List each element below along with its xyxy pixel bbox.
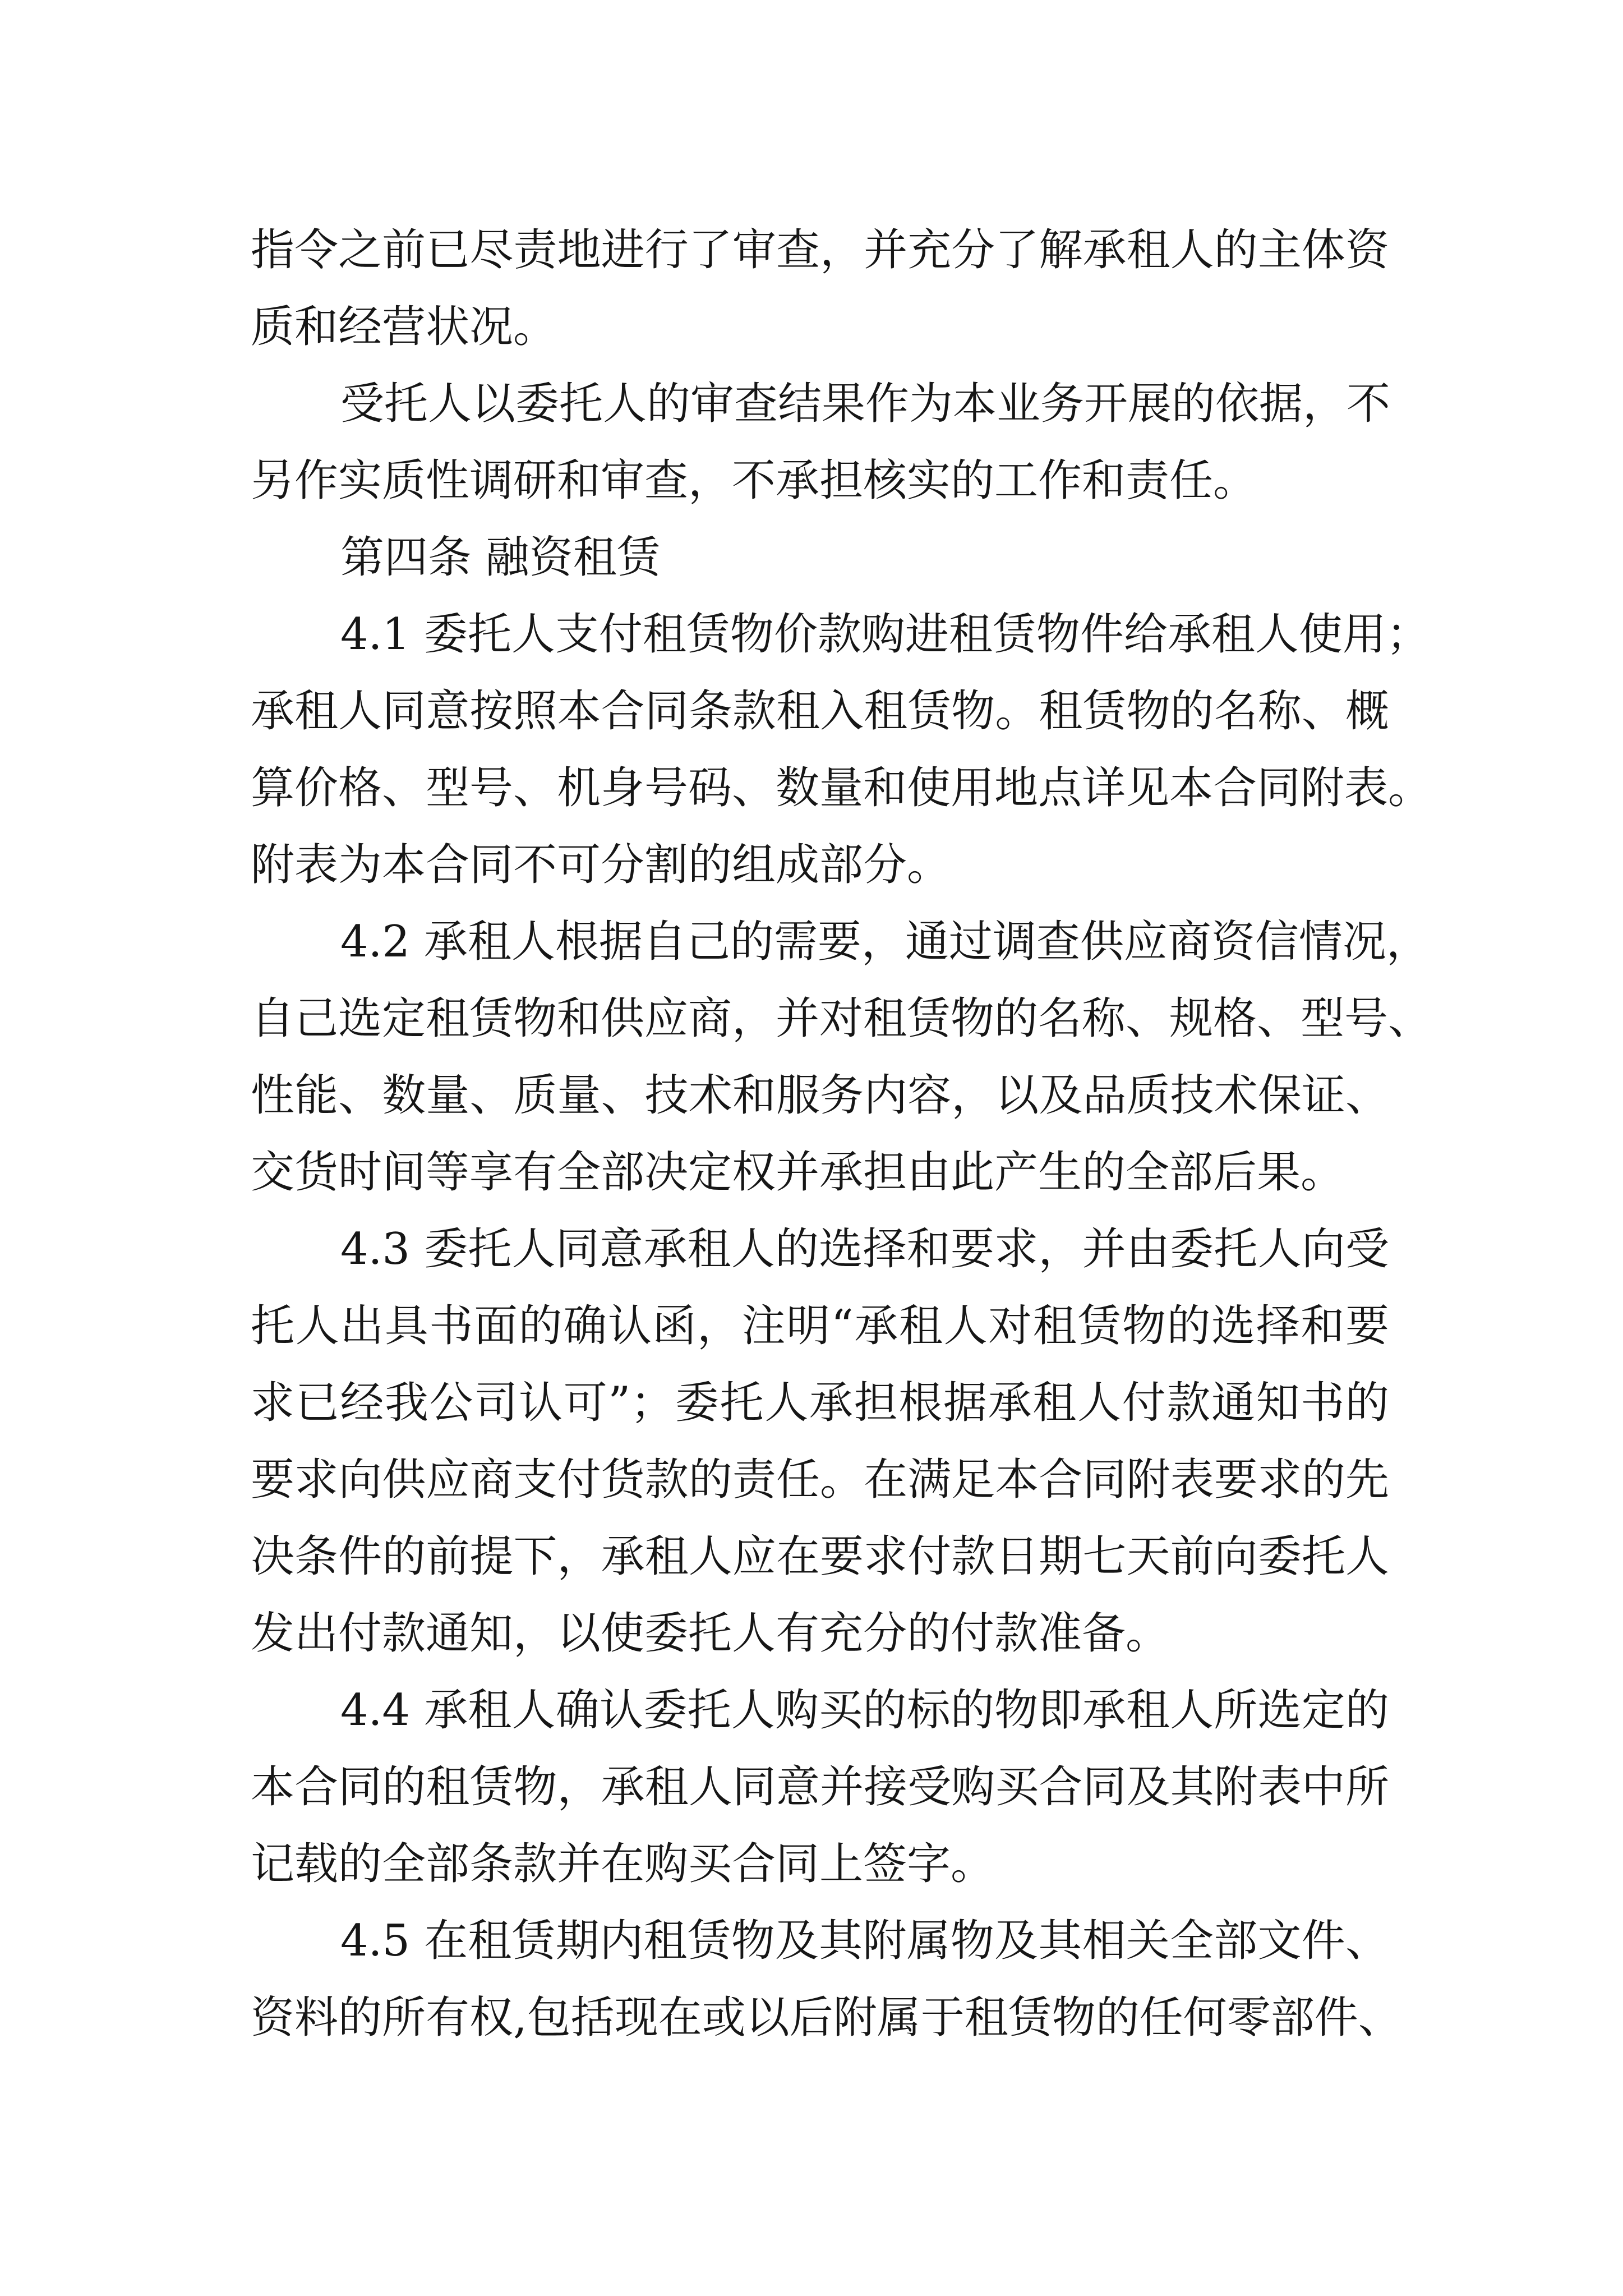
text-line: 交货时间等享有全部决定权并承担由此产生的全部后果。 (251, 1147, 1345, 1198)
text-line: 承租人同意按照本合同条款租入租赁物。租赁物的名称、概 (251, 686, 1389, 737)
text-line: 另作实质性调研和审查，不承担核实的工作和责任。 (251, 455, 1257, 506)
clause-4-2 (251, 904, 1432, 1211)
clause-4-4 (251, 1672, 1389, 1903)
text-line: 受托人以委托人的审查结果作为本业务开展的依据，不 (340, 379, 1391, 429)
text-line: 4.3 委托人同意承租人的选择和要求，并由委托人向受 (340, 1224, 1389, 1274)
paragraph-review-continuation (251, 212, 1389, 366)
text-line: 算价格、型号、机身号码、数量和使用地点详见本合同附表。 (251, 763, 1432, 813)
paragraph-trustee-basis (251, 366, 1389, 519)
clause-4-5 (251, 1903, 1402, 2056)
clause-4-3 (251, 1211, 1389, 1672)
text-line: 决条件的前提下，承租人应在要求付款日期七天前向委托人 (251, 1531, 1389, 1582)
text-line: 求已经我公司认可”；委托人承担根据承租人付款通知书的 (251, 1378, 1389, 1428)
text-line: 记载的全部条款并在购买合同上签字。 (251, 1839, 995, 1889)
text-line: 4.1 委托人支付租赁物价款购进租赁物件给承租人使用； (340, 609, 1430, 660)
text-line: 自己选定租赁物和供应商，并对租赁物的名称、规格、型号、 (251, 993, 1432, 1044)
text-line: 托人出具书面的确认函，注明“承租人对租赁物的选择和要 (251, 1301, 1389, 1351)
text-line: 资料的所有权,包括现在或以后附属于租赁物的任何零部件、 (251, 1993, 1402, 2043)
article-heading (251, 519, 1389, 596)
text-line: 发出付款通知，以使委托人有充分的付款准备。 (251, 1608, 1170, 1659)
document-page (251, 212, 1432, 2056)
clause-4-1 (251, 596, 1432, 904)
text-line: 4.2 承租人根据自己的需要，通过调查供应商资信情况， (340, 917, 1430, 967)
text-line: 4.5 在租赁期内租赁物及其附属物及其相关全部文件、 (340, 1916, 1389, 1966)
text-line: 本合同的租赁物，承租人同意并接受购买合同及其附表中所 (251, 1762, 1389, 1812)
text-line: 指令之前已尽责地进行了审查，并充分了解承租人的主体资 (251, 225, 1389, 275)
text-line: 要求向供应商支付货款的责任。在满足本合同附表要求的先 (251, 1455, 1389, 1505)
text-line: 附表为本合同不可分割的组成部分。 (251, 840, 951, 890)
text-line: 性能、数量、质量、技术和服务内容，以及品质技术保证、 (251, 1070, 1389, 1121)
article-4-title: 第四条 融资租赁 (340, 532, 661, 583)
text-line: 质和经营状况。 (251, 302, 557, 352)
text-line: 4.4 承租人确认委托人购买的标的物即承租人所选定的 (340, 1685, 1389, 1736)
